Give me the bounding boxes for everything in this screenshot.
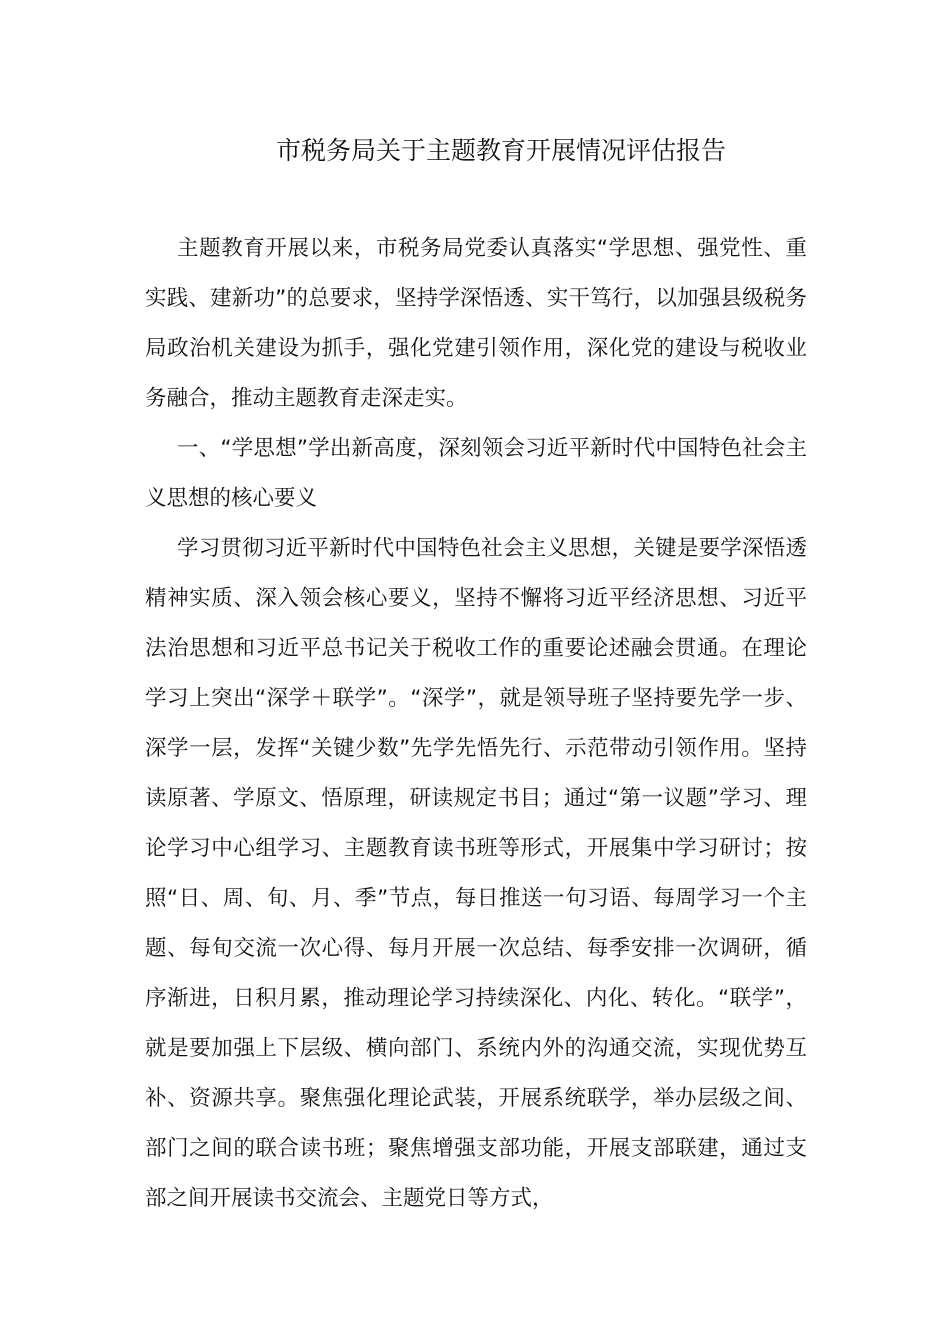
paragraph-section-1-body: 学习贯彻习近平新时代中国特色社会主义思想，关键是要学深悟透精神实质、深入领会核心要义，坚持不懈将习近平经济思想、习近平法治思想和习近平总书记关于税收工作的重要论述融会贯通。在理论学习上突出“深学＋联学”。“深学”，就是领导班子坚持要先学一步、深学一层，发挥“关键少数”先学先悟先行、示范带动引领作用。坚持读原著、学原文、悟原理，研读规定书目；通过“第一议题”学习、理论学习中心组学习、主题教育读书班等形式，开展集中学习研讨；按照“日、周、旬、月、季”节点，每日推送一句习语、每周学习一个主题、每旬交流一次心得、每月开展一次总结、每季安排一次调研，循序渐进，日积月累，推动理论学习持续深化、内化、转化。“联学”，就是要加强上下层级、横向部门、系统内外的沟通交流，实现优势互补、资源共享。聚焦强化理论武装，开展系统联学，举办层级之间、部门之间的联合读书班；聚焦增强支部功能，开展支部联建，通过支部之间开展读书交流会、主题党日等方式，	[145, 536, 807, 1211]
section-heading-1: 一、“学思想”学出新高度，深刻领会习近平新时代中国特色社会主义思想的核心要义	[145, 436, 807, 511]
document-title: 市税务局关于主题教育开展情况评估报告	[275, 136, 726, 165]
paragraph-intro: 主题教育开展以来，市税务局党委认真落实“学思想、强党性、重实践、建新功”的总要求，坚持学深悟透、实干笃行，以加强县级税务局政治机关建设为抓手，强化党建引领作用，深化党的建设与税收业务融合，推动主题教育走深走实。	[145, 236, 807, 411]
